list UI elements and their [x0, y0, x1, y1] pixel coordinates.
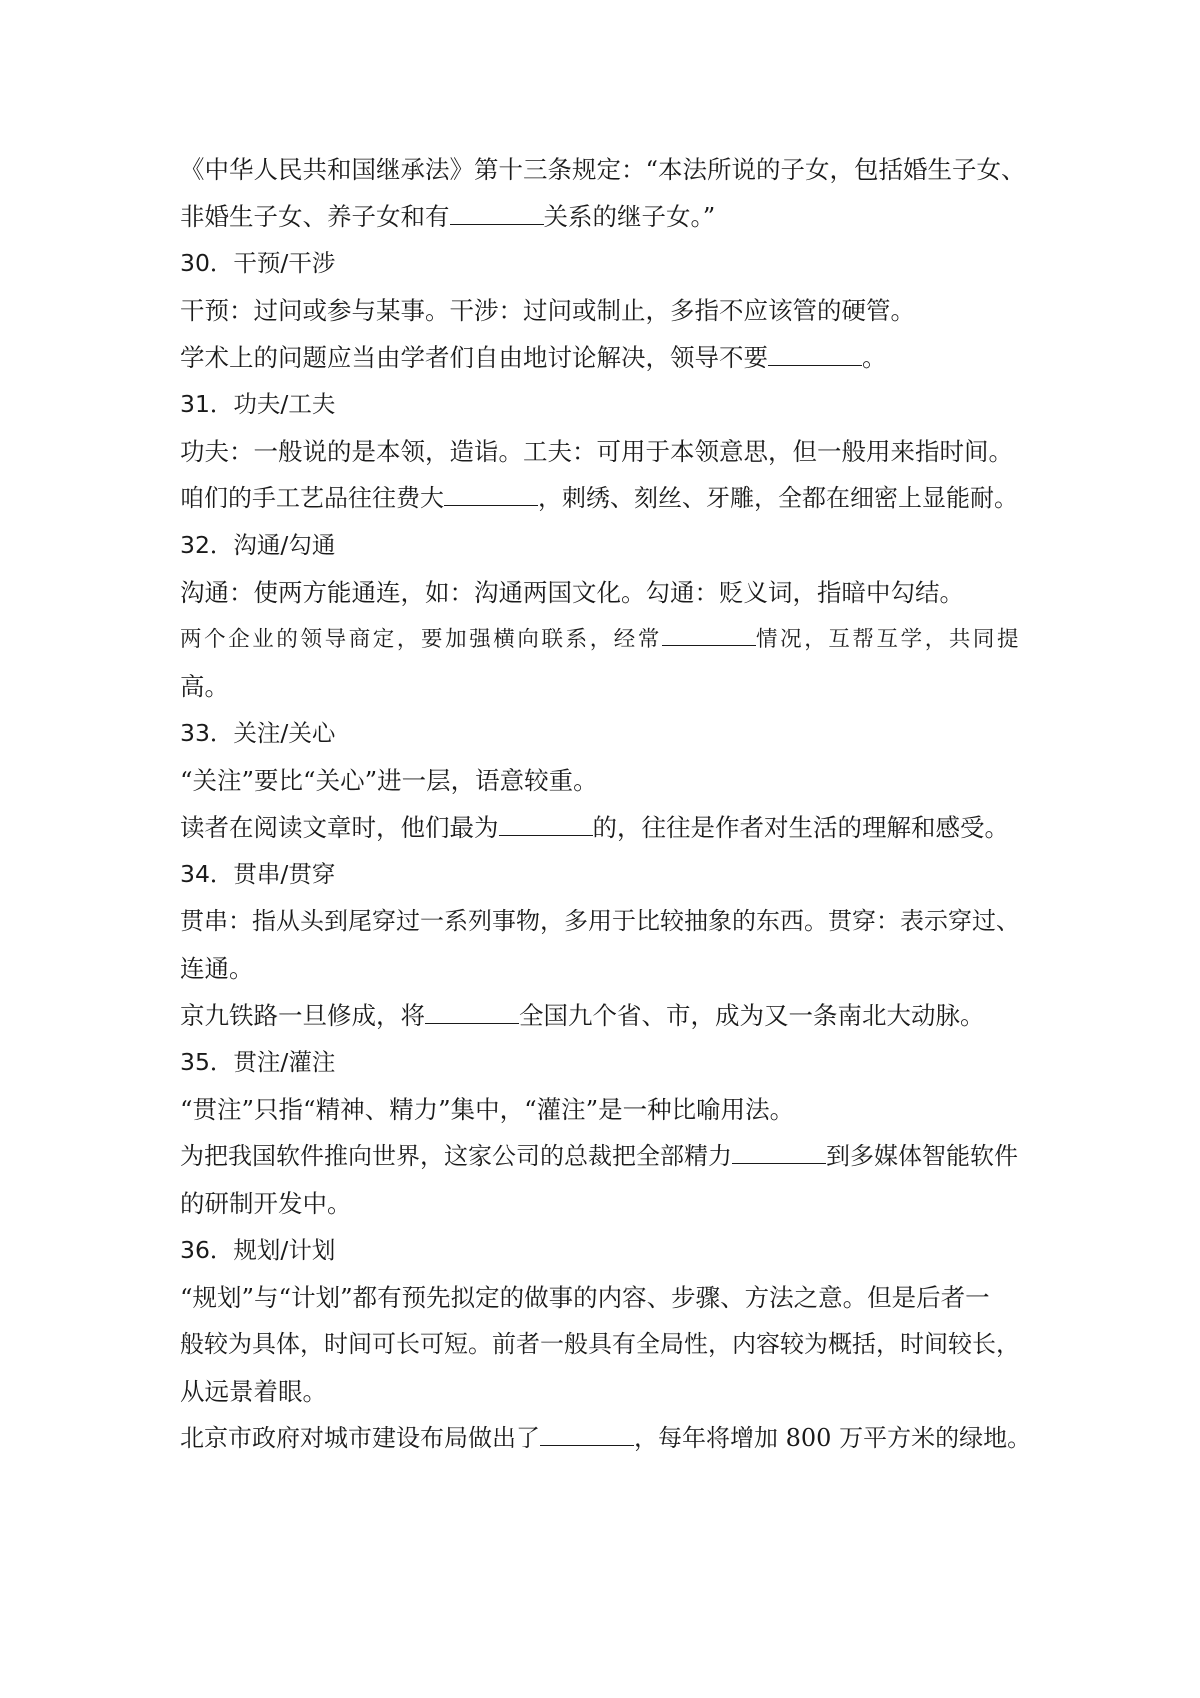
item-example-36 [180, 1415, 1032, 1462]
item-example-32 [180, 616, 1032, 663]
example-pre: 读者在阅读文章时，他们最为 [180, 813, 499, 842]
example-pre: 咱们的手工艺品往往费大 [180, 484, 444, 512]
item-example-30 [180, 334, 1032, 381]
item-example-35-cont: 的研制开发中。 [180, 1189, 352, 1218]
example-pre: 北京市政府对城市建设布局做出了 [180, 1424, 540, 1452]
item-heading-35: 35．贯注/灌注 [180, 1048, 336, 1076]
example-pre: 为把我国软件推向世界，这家公司的总裁把全部精力 [180, 1142, 732, 1170]
fill-blank [768, 341, 862, 366]
fill-blank [540, 1421, 634, 1446]
fill-blank [732, 1139, 826, 1164]
example-post: 。 [862, 343, 887, 372]
item-heading-36: 36．规划/计划 [180, 1236, 336, 1264]
item-heading-32: 32．沟通/勾通 [180, 531, 336, 559]
item-example-34 [180, 992, 1032, 1039]
intro-text-2-post: 关系的继子女。” [543, 202, 716, 231]
intro-text-2-pre: 非婚生子女、养子女和有 [180, 202, 450, 231]
item-explain-34-line-2: 连通。 [180, 954, 254, 983]
item-explain-36-line-1: “规划”与“计划”都有预先拟定的做事的内容、步骤、方法之意。但是后者一 [180, 1283, 990, 1312]
fill-blank [499, 811, 593, 836]
fill-blank [444, 481, 538, 506]
item-heading-31: 31．功夫/工夫 [180, 390, 336, 418]
intro-line-1 [180, 146, 1032, 193]
item-explain-34-line-1: 贯串：指从头到尾穿过一系列事物，多用于比较抽象的东西。贯穿：表示穿过、 [180, 907, 1020, 935]
item-heading-34: 34．贯串/贯穿 [180, 860, 336, 888]
item-explain-32: 沟通：使两方能通连，如：沟通两国文化。勾通：贬义词，指暗中勾结。 [180, 578, 964, 607]
example-pre: 两个企业的领导商定，要加强横向联系，经常 [180, 627, 663, 652]
item-example-35 [180, 1133, 1032, 1180]
item-heading-30: 30．干预/干涉 [180, 249, 336, 277]
item-heading-33: 33．关注/关心 [180, 719, 336, 747]
item-explain-31: 功夫：一般说的是本领，造诣。工夫：可用于本领意思，但一般用来指时间。 [180, 437, 1013, 466]
item-example-31 [180, 475, 1032, 522]
intro-text-1: 《中华人民共和国继承法》第十三条规定：“本法所说的子女，包括婚生子女、 [180, 155, 1026, 184]
item-example-32-cont: 高。 [180, 672, 229, 701]
example-pre: 京九铁路一旦修成，将 [180, 1001, 425, 1030]
item-example-33 [180, 804, 1032, 851]
document-page [180, 146, 1032, 1462]
example-post: 的，往往是作者对生活的理解和感受。 [592, 813, 1009, 842]
intro-line-2 [180, 193, 1032, 240]
fill-blank [662, 621, 756, 646]
fill-blank [450, 200, 544, 225]
example-post: ，每年将增加 800 万平方米的绿地。 [634, 1424, 1032, 1452]
item-explain-35: “贯注”只指“精神、精力”集中，“灌注”是一种比喻用法。 [180, 1095, 795, 1124]
item-explain-33: “关注”要比“关心”进一层，语意较重。 [180, 766, 598, 795]
example-post: 情况，互帮互学，共同提 [756, 627, 1022, 652]
example-post: 全国九个省、市，成为又一条南北大动脉。 [519, 1001, 985, 1030]
item-explain-36-line-3: 从远景着眼。 [180, 1377, 327, 1406]
item-explain-30: 干预：过问或参与某事。干涉：过问或制止，多指不应该管的硬管。 [180, 296, 915, 325]
example-post: ，刺绣、刻丝、牙雕，全都在细密上显能耐。 [538, 484, 1018, 512]
item-explain-36-line-2: 般较为具体，时间可长可短。前者一般具有全局性，内容较为概括，时间较长， [180, 1330, 1020, 1358]
example-post: 到多媒体智能软件 [826, 1142, 1018, 1170]
fill-blank [425, 999, 519, 1024]
example-pre: 学术上的问题应当由学者们自由地讨论解决，领导不要 [180, 343, 768, 372]
